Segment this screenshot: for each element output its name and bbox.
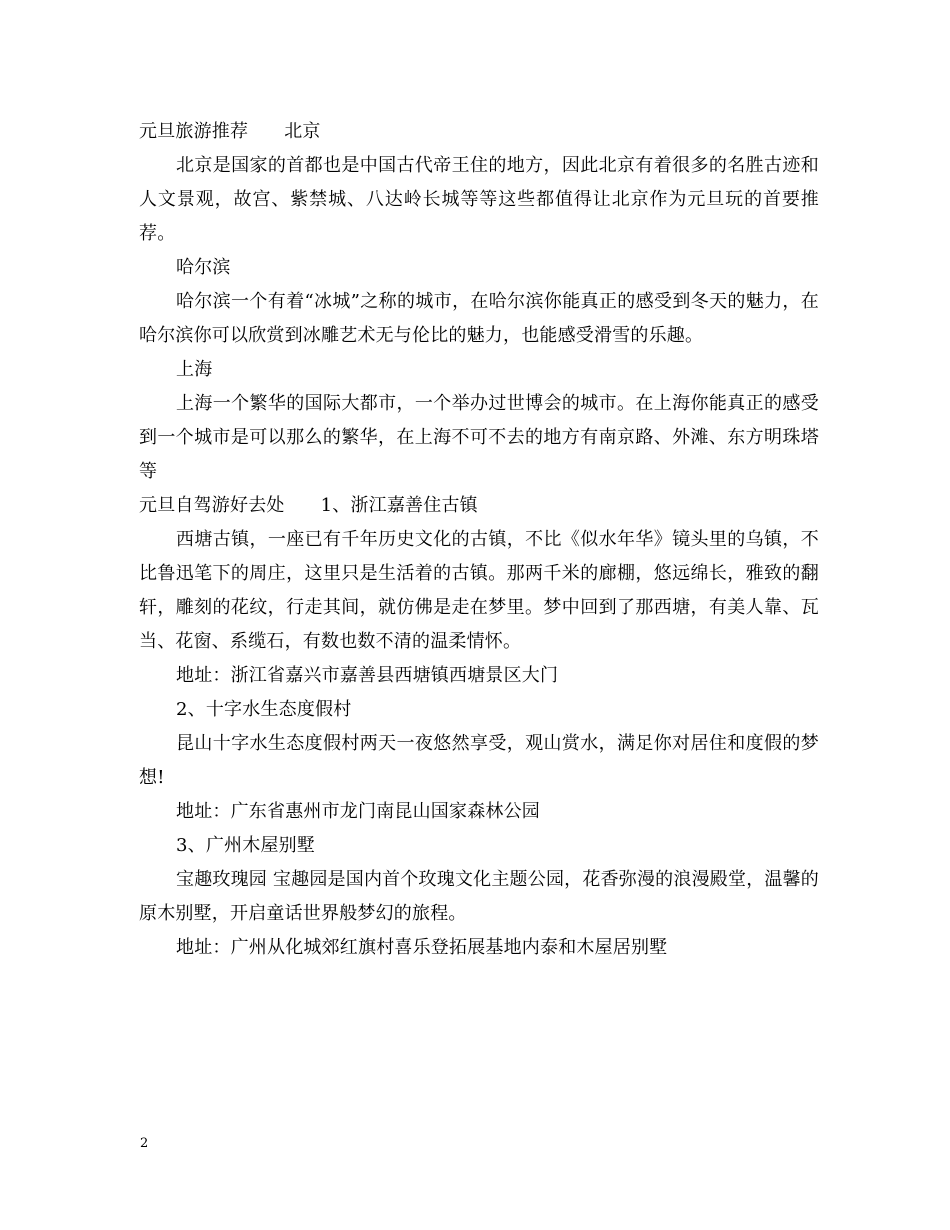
paragraph-shanghai: 上海一个繁华的国际大都市，一个举办过世博会的城市。在上海你能真正的感受到一个城市是可以那么的繁华，在上海不可不去的地方有南京路、外滩、东方明珠塔等 [139, 393, 819, 482]
section-heading-new-year-travel [139, 115, 819, 149]
paragraph-harbin: 哈尔滨一个有着“冰城”之称的城市，在哈尔滨你能真正的感受到冬天的魅力，在哈尔滨你可以欣赏到冰雕艺术无与伦比的魅力，也能感受滑雪的乐趣。 [139, 291, 819, 346]
address-xitang: 地址：浙江省嘉兴市嘉善县西塘镇西塘景区大门 [176, 665, 559, 686]
address-shizishui: 地址：广东省惠州市龙门南昆山国家森林公园 [176, 801, 540, 822]
subheading-shizishui: 2、十字水生态度假村 [176, 699, 352, 720]
paragraph-beijing: 北京是国家的首都也是中国古代帝王住的地方，因此北京有着很多的名胜古迹和人文景观，故宫、紫禁城、八达岭长城等等这些都值得让北京作为元旦玩的首要推荐。 [139, 155, 819, 244]
subheading-guangzhou-villa: 3、广州木屋别墅 [176, 835, 316, 856]
heading-subtitle-beijing: 北京 [284, 121, 321, 142]
document-body [139, 115, 819, 965]
page-number: 2 [140, 1136, 149, 1151]
address-guangzhou-villa: 地址：广州从化城郊红旗村喜乐登拓展基地内泰和木屋居别墅 [176, 937, 668, 958]
heading-title: 元旦自驾游好去处 [139, 495, 285, 516]
heading-title: 元旦旅游推荐 [139, 121, 249, 142]
subheading-shanghai: 上海 [176, 359, 213, 380]
heading-subtitle-xitang: 1、浙江嘉善住古镇 [320, 495, 478, 516]
paragraph-xitang: 西塘古镇，一座已有千年历史文化的古镇，不比《似水年华》镜头里的乌镇，不比鲁迅笔下的周庄，这里只是生活着的古镇。那两千米的廊棚，悠远绵长，雅致的翻轩，雕刻的花纹，行走其间，就仿佛是走在梦里。梦中回到了那西塘，有美人靠、瓦当、花窗、系缆石，有数也数不清的温柔情怀。 [139, 529, 819, 652]
paragraph-baoqu-rose-garden: 宝趣玫瑰园 宝趣园是国内首个玫瑰文化主题公园，花香弥漫的浪漫殿堂，温馨的原木别墅，开启童话世界般梦幻的旅程。 [139, 869, 819, 924]
paragraph-shizishui: 昆山十字水生态度假村两天一夜悠然享受，观山赏水，满足你对居住和度假的梦想! [139, 733, 819, 788]
subheading-harbin: 哈尔滨 [176, 257, 231, 278]
section-heading-self-drive [139, 489, 819, 523]
